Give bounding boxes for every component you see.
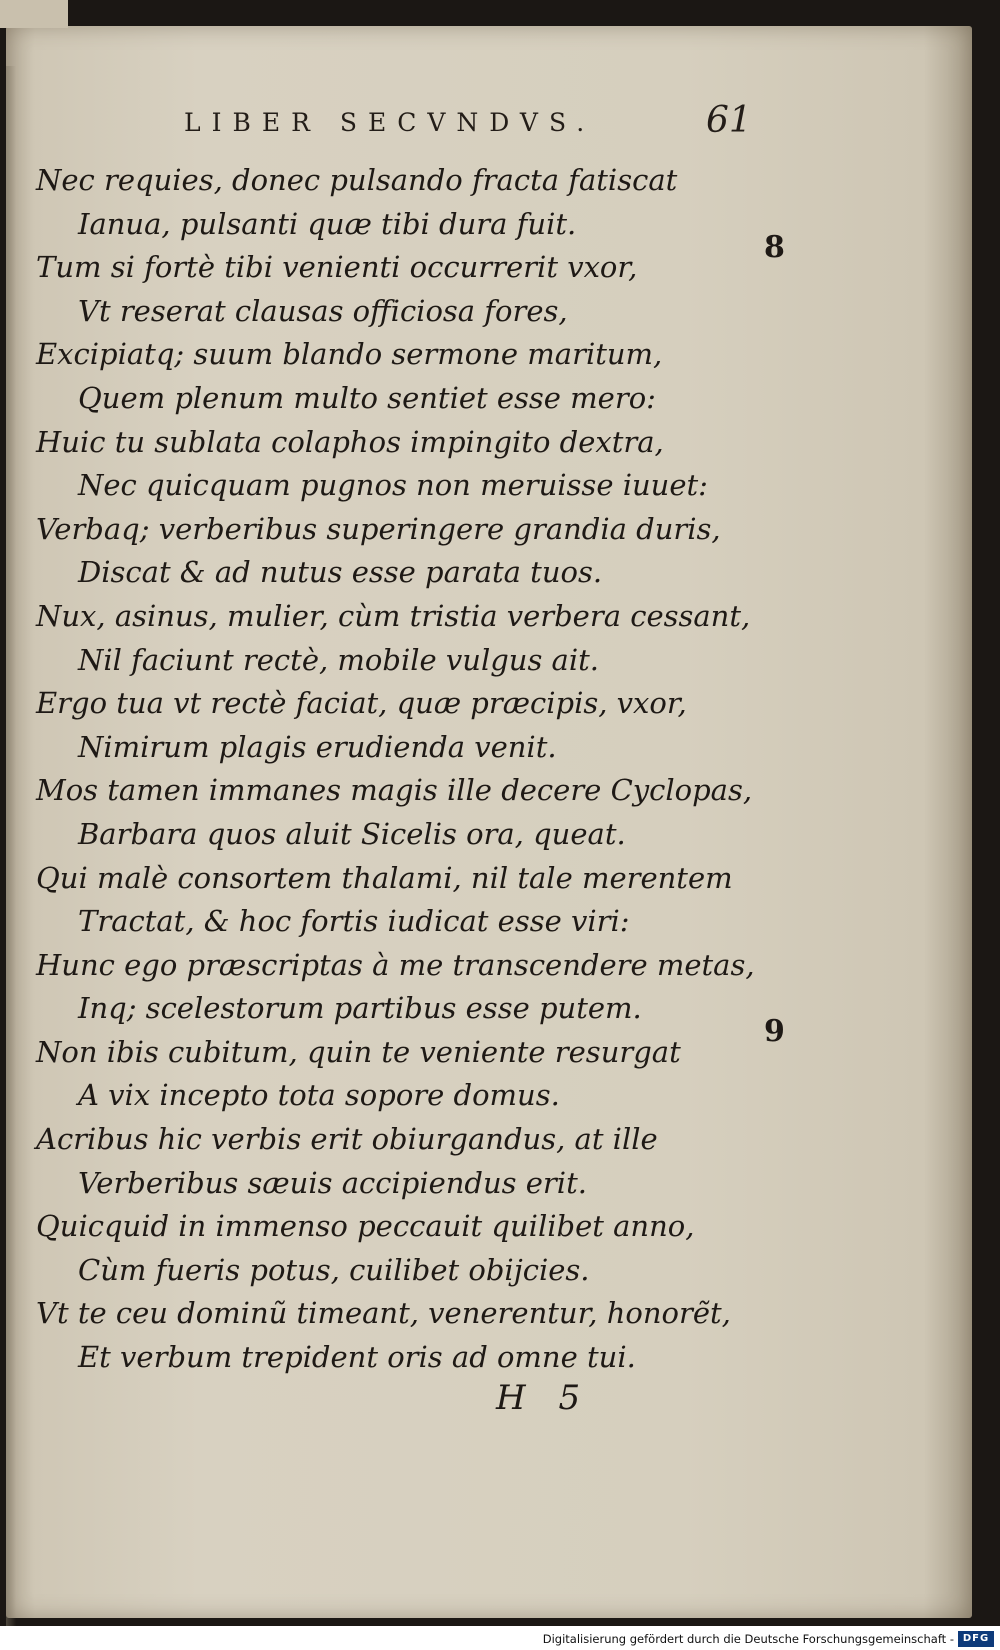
verse-line: Non ibis cubitum, quin te veniente resurgat	[36, 1034, 681, 1069]
page-corner-tab	[0, 0, 68, 28]
verse-line: A vix incepto tota sopore domus.	[78, 1078, 560, 1113]
verse-line: Vt reserat clausas officiosa fores,	[78, 293, 568, 328]
verse-line: Verberibus sæuis accipiendus erit.	[78, 1165, 587, 1200]
poem-text	[6, 159, 986, 1380]
verse-line: Nux, asinus, mulier, cùm tristia verbera cessant,	[36, 598, 751, 633]
verse-line: Quicquid in immenso peccauit quilibet anno,	[36, 1209, 695, 1244]
book-page	[6, 26, 972, 1618]
verse-line: Tractat, & hoc fortis iudicat esse viri:	[78, 904, 630, 939]
verse-line: Discat & ad nutus esse parata tuos.	[78, 555, 603, 590]
verse-line: Nec quicquam pugnos non meruisse iuuet:	[78, 468, 708, 503]
marginal-number: 8	[764, 230, 785, 265]
marginal-number: 9	[764, 1014, 785, 1049]
verse-line: Barbara quos aluit Sicelis ora, queat.	[78, 816, 626, 851]
page-number: 61	[706, 100, 752, 141]
verse-line: Vt te ceu dominũ timeant, venerentur, honorẽt,	[36, 1296, 731, 1331]
verse-line: Tum si fortè tibi venienti occurrerit vxor,	[36, 250, 638, 285]
verse-line: Cùm fueris potus, cuilibet obijcies.	[78, 1252, 590, 1287]
verse-line: Verbaq; verberibus superingere grandia duris,	[36, 511, 721, 546]
verse-line: Et verbum trepident oris ad omne tui.	[78, 1340, 636, 1375]
footer-bar	[0, 1626, 1000, 1650]
signature-mark: H 5	[496, 1378, 581, 1418]
verse-line: Quem plenum multo sentiet esse mero:	[78, 380, 656, 415]
verse-line: Hunc ego præscriptas à me transcendere metas,	[36, 947, 755, 982]
verse-line: Nil faciunt rectè, mobile vulgus ait.	[78, 642, 599, 677]
dfg-logo-icon: DFG	[958, 1631, 994, 1647]
verse-line: Ianua, pulsanti quæ tibi dura fuit.	[78, 206, 577, 241]
verse-line: Acribus hic verbis erit obiurgandus, at ille	[36, 1122, 658, 1157]
verse-line: Ergo tua vt rectè faciat, quæ præcipis, vxor,	[36, 686, 687, 721]
verse-line: Mos tamen immanes magis ille decere Cyclopas,	[36, 773, 753, 808]
funding-credit: Digitalisierung gefördert durch die Deutsche Forschungsgemeinschaft -	[542, 1632, 954, 1646]
verse-line: Nec requies, donec pulsando fracta fatiscat	[36, 163, 678, 197]
verse-line: Excipiatq; suum blando sermone maritum,	[36, 337, 663, 372]
verse-line: Huic tu sublata colaphos impingito dextra,	[36, 424, 664, 459]
verse-line: Nimirum plagis erudienda venit.	[78, 729, 557, 764]
verse-line: Inq; scelestorum partibus esse putem.	[78, 991, 642, 1026]
verse-line: Qui malè consortem thalami, nil tale merentem	[36, 860, 733, 895]
running-head: LIBER SECVNDVS.	[184, 108, 596, 137]
